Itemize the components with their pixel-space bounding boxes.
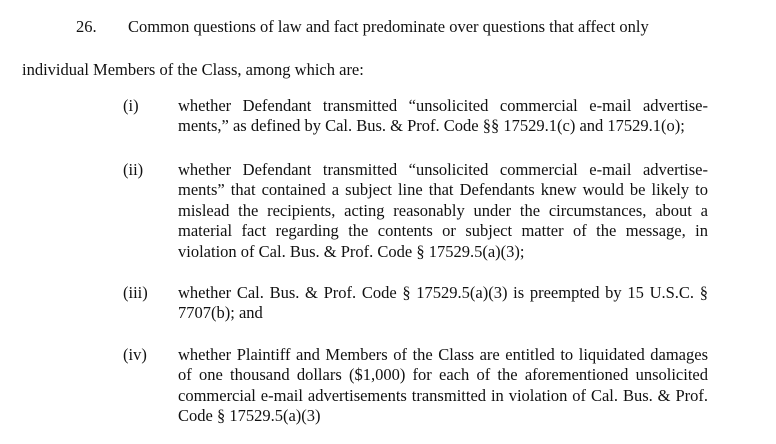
paragraph-line-1: Common questions of law and fact predominate over questions that affect only: [128, 17, 649, 36]
list-item-marker: (iii): [123, 283, 148, 302]
list-item-text: whether Cal. Bus. & Prof. Code § 17529.5(a)(3) is preempted by 15 U.S.C. § 7707(b); and: [178, 283, 708, 323]
list-item-text: whether Defendant transmitted “unsolicited commercial e-mail advertise-ments,” as defined by Cal. Bus. & Prof. Code §§ 17529.1(c) and 17529.1(o);: [178, 96, 708, 136]
list-item-marker: (iv): [123, 345, 147, 364]
paragraph-line-2: individual Members of the Class, among which are:: [22, 60, 364, 79]
paragraph-number: 26.: [76, 17, 97, 36]
list-item-text: whether Plaintiff and Members of the Class are entitled to liquidated damages of one thousand dollars ($1,000) for each of the aforementioned unsolicited commercial e-mail advertisements transmitted in violation of Cal. Bus. & Prof. Code § 17529.5(a)(3): [178, 345, 708, 426]
list-item-marker: (ii): [123, 160, 144, 179]
list-item-text: whether Defendant transmitted “unsolicited commercial e-mail advertise-ments” that contained a subject line that Defendants knew would be likely to mislead the recipients, acting reasonably under the circumstances, about a material fact regarding the contents or subject matter of the message, in violation of Cal. Bus. & Prof. Code § 17529.5(a)(3);: [178, 160, 708, 261]
list-item-marker: (i): [123, 96, 139, 115]
